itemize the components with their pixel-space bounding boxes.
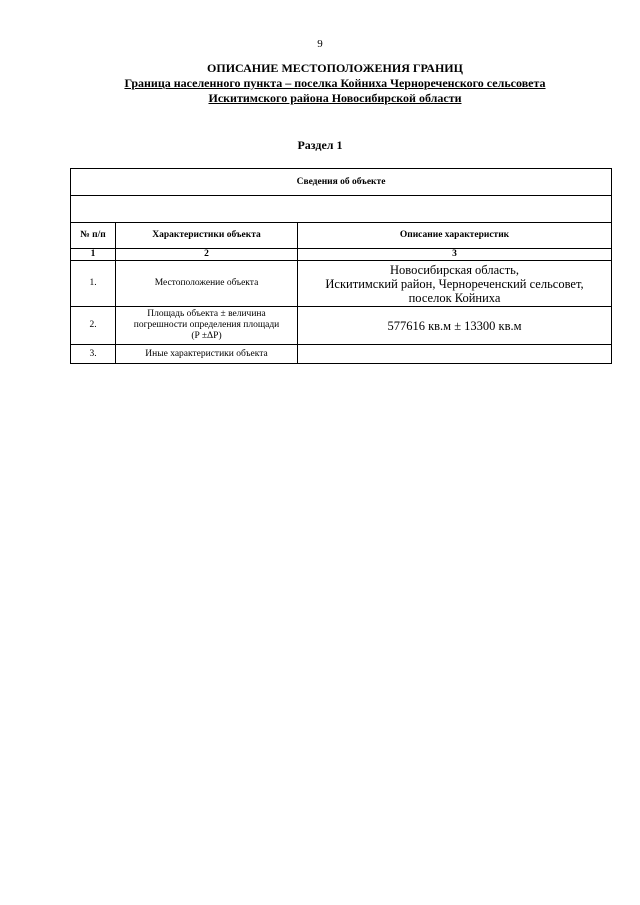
table-row xyxy=(71,261,612,307)
header-number: № п/п xyxy=(71,223,116,249)
description-line: поселок Койниха xyxy=(408,290,501,305)
section-title: Раздел 1 xyxy=(297,138,343,152)
column-number-2: 2 xyxy=(116,249,298,261)
row-description xyxy=(298,261,612,307)
page-number: 9 xyxy=(317,38,323,50)
characteristic-line: Площадь объекта ± величина xyxy=(147,309,266,319)
column-number-3: 3 xyxy=(298,249,612,261)
row-number: 1. xyxy=(71,261,116,307)
table-row xyxy=(71,345,612,364)
column-number-1: 1 xyxy=(71,249,116,261)
characteristic-line: погрешности определения площади xyxy=(133,320,280,330)
title-line-3: Искитимского района Новосибирской области xyxy=(208,91,462,105)
table-column-numbers-row xyxy=(71,249,612,261)
description-line: Новосибирская область, xyxy=(390,262,519,277)
document-title xyxy=(70,61,600,106)
table-caption: Сведения об объекте xyxy=(71,169,612,196)
table-row xyxy=(71,307,612,345)
row-number: 3. xyxy=(71,345,116,364)
table-empty-row xyxy=(71,196,612,223)
empty-cell xyxy=(71,196,612,223)
row-characteristic: Местоположение объекта xyxy=(116,261,298,307)
description-line: Искитимский район, Чернореченский сельсовет, xyxy=(325,276,584,291)
table-header-row xyxy=(71,223,612,249)
title-line-2: Граница населенного пункта – поселка Койниха Чернореченского сельсовета xyxy=(124,76,546,90)
row-characteristic: Иные характеристики объекта xyxy=(116,345,298,364)
table-caption-row xyxy=(71,169,612,196)
characteristic-line: (P ±ΔP) xyxy=(191,331,222,341)
header-characteristic: Характеристики объекта xyxy=(116,223,298,249)
header-description: Описание характеристик xyxy=(298,223,612,249)
row-number: 2. xyxy=(71,307,116,345)
row-description: 577616 кв.м ± 13300 кв.м xyxy=(298,307,612,345)
title-line-1: ОПИСАНИЕ МЕСТОПОЛОЖЕНИЯ ГРАНИЦ xyxy=(207,61,463,75)
object-info-table xyxy=(70,168,612,364)
row-characteristic xyxy=(116,307,298,345)
row-description xyxy=(298,345,612,364)
